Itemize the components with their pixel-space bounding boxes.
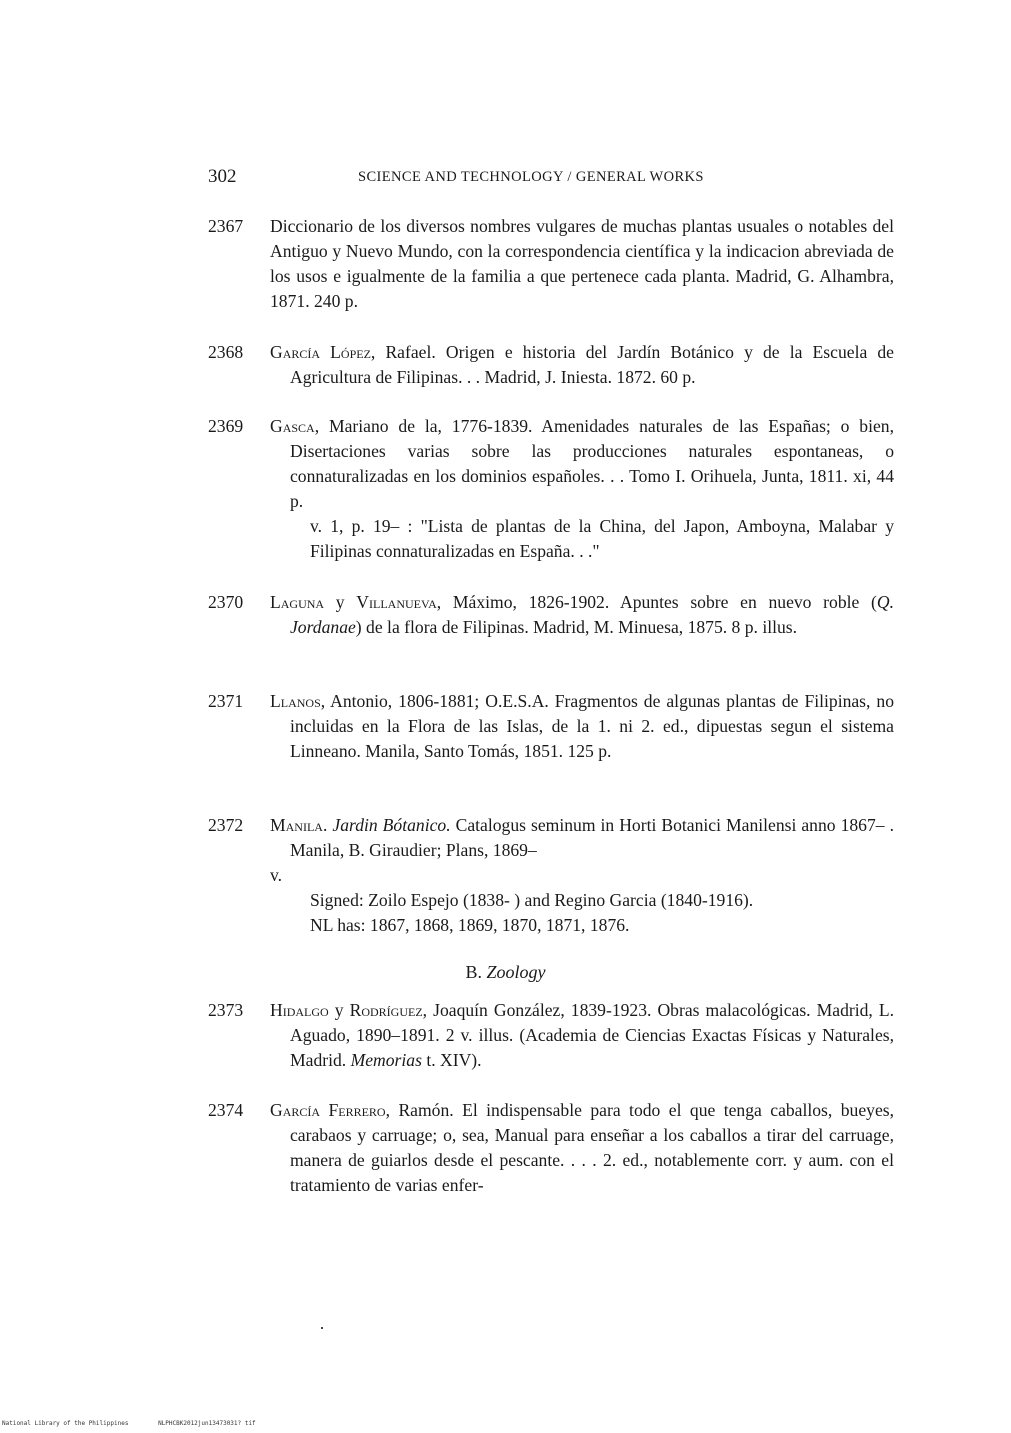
entry-number: 2374 [208, 1100, 244, 1120]
entry-2367 [208, 214, 894, 314]
entry-2371 [208, 689, 894, 764]
entry-subheading: Jardin Bótanico. [332, 815, 451, 835]
entry-number: 2372 [208, 815, 244, 835]
entry-text: Laguna y Villanueva, Máximo, 1826-1902. Apuntes sobre en nuevo roble (Q. Jordanae) de la flora de Filipinas. Madrid, M. Minuesa, 1875. 8 p. illus. [270, 592, 895, 637]
entry-text-cont: v. [270, 865, 283, 885]
entry-note: Signed: Zoilo Espejo (1838- ) and Regino Garcia (1840-1916). [310, 890, 754, 910]
entry-note: v. 1, p. 19– : "Lista de plantas de la China, del Japon, Amboyna, Malabar y Filipinas connaturalizadas en España. . ." [310, 516, 894, 561]
scan-footer [2, 1420, 282, 1427]
scan-speck [321, 1327, 323, 1329]
entry-2368 [208, 340, 894, 390]
entry-author: Gasca [270, 416, 315, 436]
entry-author: García Ferrero [270, 1100, 386, 1120]
section-prefix: B. [465, 962, 482, 982]
entry-number: 2371 [208, 691, 244, 711]
entry-note: NL has: 1867, 1868, 1869, 1870, 1871, 1876. [310, 915, 630, 935]
entry-author: Hidalgo [270, 1000, 329, 1020]
entry-author: Villanueva [356, 592, 437, 612]
footer-library: National Library of the Philippines [2, 1420, 129, 1427]
entry-author: Llanos [270, 691, 321, 711]
entry-text: Llanos, Antonio, 1806-1881; O.E.S.A. Fragmentos de algunas plantas de Filipinas, no incluidas en la Flora de las Islas, de la 1. ni 2. ed., dipuestas segun el sistema Linneano. Manila, Santo Tomás, 1851. 125 p. [270, 691, 894, 761]
entry-number: 2370 [208, 592, 244, 612]
running-head: SCIENCE AND TECHNOLOGY / GENERAL WORKS [358, 169, 704, 185]
species-name: Q. Jordanae [290, 592, 895, 637]
entry-number: 2367 [208, 216, 244, 236]
section-name: Zoology [486, 962, 546, 982]
entry-author: Rodríguez [349, 1000, 423, 1020]
entry-2370 [208, 590, 894, 640]
series-name: Memorias [350, 1050, 422, 1070]
entry-2372 [208, 813, 894, 938]
page-number: 302 [208, 166, 237, 187]
entry-text: García Ferrero, Ramón. El indispensable para todo el que tenga caballos, bueyes, carabaos y carruage; o, sea, Manual para enseñar a los caballos a tirar del carruage, manera de guiarlos desde el pescante. . . . 2. ed., notablemente corr. y aum. con el tratamiento de varias enfer- [270, 1100, 894, 1195]
entry-text: Diccionario de los diversos nombres vulgares de muchas plantas usuales o notables del Antiguo y Nuevo Mundo, con la correspondencia científica y la indicacion abreviada de los usos e igualmente de la familia a que pertenece cada planta. Madrid, G. Alhambra, 1871. 240 p. [270, 216, 894, 311]
entry-2374 [208, 1098, 894, 1198]
entry-2369 [208, 414, 894, 564]
entry-number: 2369 [208, 416, 244, 436]
entry-number: 2368 [208, 342, 244, 362]
entry-number: 2373 [208, 1000, 244, 1020]
section-title [0, 962, 1011, 983]
entry-author: García López [270, 342, 371, 362]
footer-code: NLPHCBK2012jun13473031? tif [158, 1420, 256, 1427]
entry-text: García López, Rafael. Origen e historia del Jardín Botánico y de la Escuela de Agricultura de Filipinas. . . Madrid, J. Iniesta. 1872. 60 p. [270, 342, 894, 387]
entry-text: Gasca, Mariano de la, 1776-1839. Amenidades naturales de las Españas; o bien, Disertaciones varias sobre las producciones naturales espontaneas, o connaturalizadas en los dominios españoles. . . Tomo I. Orihuela, Junta, 1811. xi, 44 p. [270, 416, 894, 511]
entry-author: Laguna [270, 592, 325, 612]
page-header [208, 166, 891, 192]
entry-text: Manila. Jardin Bótanico. Catalogus seminum in Horti Botanici Manilensi anno 1867– . Manila, B. Giraudier; Plans, 1869– [270, 815, 894, 860]
entry-author: Manila. [270, 815, 328, 835]
entry-text: Hidalgo y Rodríguez, Joaquín González, 1839-1923. Obras malacológicas. Madrid, L. Aguado, 1890–1891. 2 v. illus. (Academia de Ciencias Exactas Físicas y Naturales, Madrid. Memorias t. XIV). [270, 1000, 894, 1070]
entry-2373 [208, 998, 894, 1073]
